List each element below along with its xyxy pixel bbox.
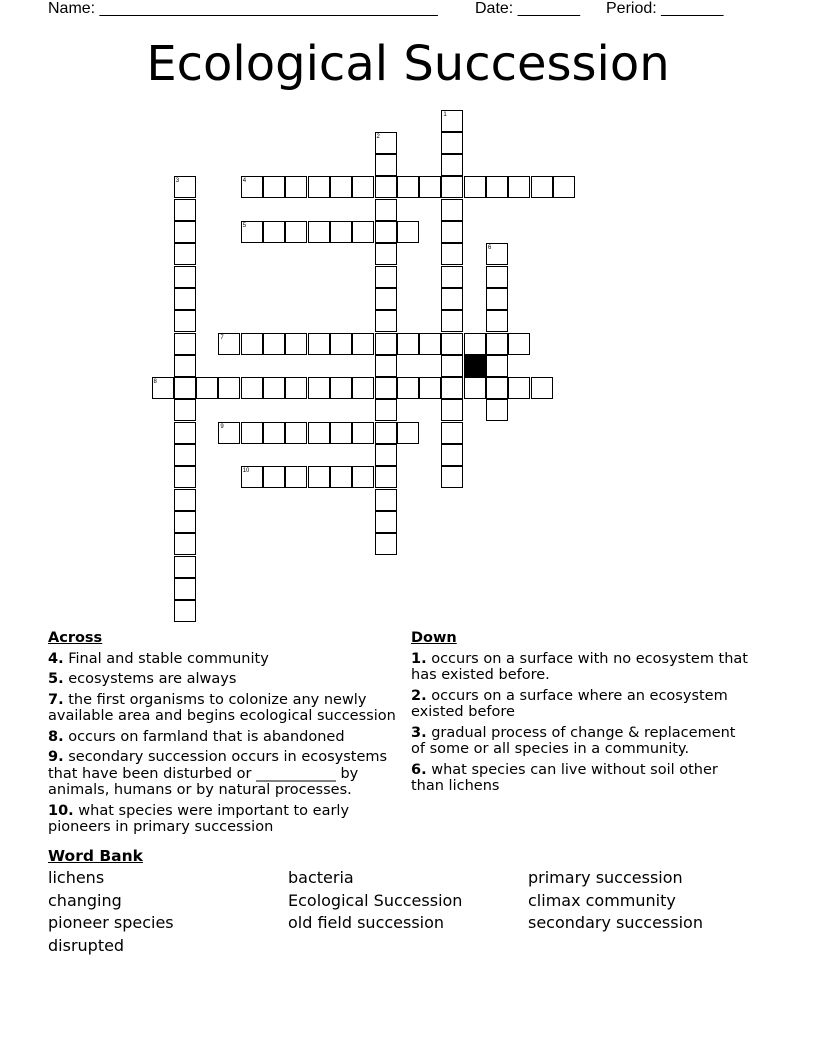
across-clue xyxy=(48,729,403,746)
crossword-cell[interactable] xyxy=(375,154,397,176)
crossword-cell[interactable] xyxy=(553,176,575,198)
word-bank-item: pioneer species xyxy=(48,913,174,933)
clue-text: secondary succession occurs in ecosystems that have been disturbed or ___________ by animals, humans or by natural processes. xyxy=(48,749,388,798)
crossword-cell[interactable] xyxy=(375,176,397,198)
clue-number-label: 10. xyxy=(48,802,74,819)
period-field[interactable]: Period: _______ xyxy=(606,0,724,17)
crossword-cell[interactable] xyxy=(330,422,352,444)
crossword-cell[interactable] xyxy=(196,377,218,399)
down-clues xyxy=(411,630,751,799)
crossword-cell[interactable] xyxy=(441,422,463,444)
crossword-cell[interactable] xyxy=(441,221,463,243)
crossword-cell[interactable] xyxy=(441,355,463,377)
crossword-cell[interactable] xyxy=(486,243,508,265)
crossword-cell[interactable] xyxy=(152,377,174,399)
crossword-cell[interactable] xyxy=(263,333,285,355)
clue-text: the first organisms to colonize any newly available area and begins ecological succession xyxy=(48,691,396,724)
clue-number: 5 xyxy=(242,223,247,229)
crossword-cell[interactable] xyxy=(330,221,352,243)
across-clue xyxy=(48,749,403,799)
crossword-cell[interactable] xyxy=(285,422,307,444)
crossword-cell[interactable] xyxy=(375,533,397,555)
crossword-cell[interactable] xyxy=(308,221,330,243)
word-bank-item: Ecological Succession xyxy=(288,890,463,910)
crossword-cell[interactable] xyxy=(375,355,397,377)
crossword-cell[interactable] xyxy=(464,333,486,355)
crossword-cell[interactable] xyxy=(441,288,463,310)
crossword-cell[interactable] xyxy=(241,176,263,198)
clue-number: 1 xyxy=(443,111,447,118)
crossword-cell[interactable] xyxy=(263,466,285,488)
crossword-cell[interactable] xyxy=(441,444,463,466)
across-clue xyxy=(48,651,403,668)
crossword-cell[interactable] xyxy=(375,333,397,355)
crossword-cell[interactable] xyxy=(174,176,196,198)
clue-number: 2 xyxy=(376,133,380,140)
crossword-cell[interactable] xyxy=(263,377,285,399)
crossword-cell[interactable] xyxy=(352,333,374,355)
crossword-cell[interactable] xyxy=(397,422,419,444)
crossword-cell[interactable] xyxy=(352,466,374,488)
crossword-cell[interactable] xyxy=(419,333,441,355)
clue-text: ecosystems are always xyxy=(63,671,237,687)
across-clue xyxy=(48,803,403,836)
crossword-cell[interactable] xyxy=(174,444,196,466)
word-bank-item: primary succession xyxy=(528,868,683,887)
clue-number-label: 2. xyxy=(411,687,427,704)
crossword-cell[interactable] xyxy=(486,310,508,332)
crossword-cell[interactable] xyxy=(441,310,463,332)
crossword-cell[interactable] xyxy=(285,333,307,355)
clue-number-label: 7. xyxy=(48,691,64,708)
crossword-cell[interactable] xyxy=(330,176,352,198)
crossword-cell[interactable] xyxy=(441,110,463,132)
crossword-cell[interactable] xyxy=(241,377,263,399)
crossword-cell[interactable] xyxy=(308,466,330,488)
crossword-cell[interactable] xyxy=(285,221,307,243)
crossword-cell[interactable] xyxy=(174,199,196,221)
clue-number-label: 1. xyxy=(411,650,427,667)
crossword-cell[interactable] xyxy=(330,333,352,355)
down-clue xyxy=(411,725,751,758)
crossword-cell[interactable] xyxy=(330,377,352,399)
word-bank-item: bacteria xyxy=(288,868,354,887)
across-heading: Across xyxy=(48,630,103,646)
clue-number-label: 4. xyxy=(48,650,64,667)
word-bank-item: changing xyxy=(48,890,122,910)
crossword-cell[interactable] xyxy=(352,377,374,399)
crossword-cell[interactable] xyxy=(263,176,285,198)
crossword-cell[interactable] xyxy=(174,489,196,511)
date-field[interactable]: Date: _______ xyxy=(475,0,580,17)
crossword-cell[interactable] xyxy=(174,243,196,265)
crossword-cell[interactable] xyxy=(352,176,374,198)
crossword-cell[interactable] xyxy=(486,399,508,421)
crossword-cell[interactable] xyxy=(486,176,508,198)
clue-number-label: 6. xyxy=(411,761,427,778)
clue-text: gradual process of change & replacement of some or all species in a community. xyxy=(411,724,736,757)
word-bank-item: lichens xyxy=(48,868,105,887)
crossword-cell[interactable] xyxy=(174,511,196,533)
crossword-cell[interactable] xyxy=(174,310,196,332)
crossword-cell[interactable] xyxy=(508,333,530,355)
clue-number: 4 xyxy=(242,178,247,185)
crossword-cell[interactable] xyxy=(508,176,530,198)
crossword-cell[interactable] xyxy=(508,377,530,399)
crossword-cell[interactable] xyxy=(375,422,397,444)
crossword-cell[interactable] xyxy=(174,333,196,355)
clue-text: what species were important to early pioneers in primary succession xyxy=(48,802,350,835)
crossword-cell[interactable] xyxy=(441,333,463,355)
crossword-cell[interactable] xyxy=(174,466,196,488)
crossword-cell[interactable] xyxy=(285,176,307,198)
crossword-cell[interactable] xyxy=(285,466,307,488)
crossword-cell[interactable] xyxy=(531,377,553,399)
clue-number-label: 3. xyxy=(411,724,427,741)
crossword-cell[interactable] xyxy=(486,288,508,310)
crossword-cell[interactable] xyxy=(218,333,240,355)
crossword-cell[interactable] xyxy=(174,355,196,377)
crossword-cell[interactable] xyxy=(308,422,330,444)
crossword-cell[interactable] xyxy=(241,466,263,488)
crossword-cell[interactable] xyxy=(241,422,263,444)
crossword-cell[interactable] xyxy=(263,221,285,243)
clue-number-label: 8. xyxy=(48,728,64,745)
crossword-cell[interactable] xyxy=(375,199,397,221)
crossword-cell[interactable] xyxy=(263,422,285,444)
crossword-cell[interactable] xyxy=(375,489,397,511)
crossword-cell[interactable] xyxy=(174,221,196,243)
clue-number: 3 xyxy=(175,178,180,185)
crossword-cell[interactable] xyxy=(441,199,463,221)
crossword-cell[interactable] xyxy=(441,399,463,421)
crossword-cell[interactable] xyxy=(441,466,463,488)
crossword-cell[interactable] xyxy=(174,600,196,622)
crossword-cell[interactable] xyxy=(174,578,196,600)
crossword-cell[interactable] xyxy=(352,221,374,243)
crossword-cell[interactable] xyxy=(308,333,330,355)
crossword-cell[interactable] xyxy=(486,377,508,399)
crossword-cell[interactable] xyxy=(308,176,330,198)
crossword-cell[interactable] xyxy=(174,556,196,578)
crossword-cell[interactable] xyxy=(441,176,463,198)
clue-text: what species can live without soil other than lichens xyxy=(411,761,718,794)
crossword-black-cell xyxy=(464,355,486,377)
crossword-cell[interactable] xyxy=(397,176,419,198)
across-clue xyxy=(48,692,403,725)
down-clue xyxy=(411,688,751,721)
word-bank-item: old field succession xyxy=(288,913,445,933)
crossword-cell[interactable] xyxy=(397,333,419,355)
crossword-cell[interactable] xyxy=(375,221,397,243)
clue-number: 6 xyxy=(488,245,492,252)
clue-number-label: 9. xyxy=(48,749,64,765)
crossword-cell[interactable] xyxy=(375,399,397,421)
clue-number: 8 xyxy=(153,379,157,386)
crossword-cell[interactable] xyxy=(397,221,419,243)
crossword-cell[interactable] xyxy=(375,511,397,533)
crossword-cell[interactable] xyxy=(174,399,196,421)
crossword-cell[interactable] xyxy=(218,377,240,399)
crossword-cell[interactable] xyxy=(441,154,463,176)
crossword-cell[interactable] xyxy=(375,132,397,154)
crossword-cell[interactable] xyxy=(397,377,419,399)
crossword-cell[interactable] xyxy=(486,333,508,355)
crossword-cell[interactable] xyxy=(441,266,463,288)
crossword-cell[interactable] xyxy=(441,243,463,265)
crossword-cell[interactable] xyxy=(375,243,397,265)
crossword-cell[interactable] xyxy=(375,377,397,399)
clue-text: Final and stable community xyxy=(63,650,269,667)
crossword-cell[interactable] xyxy=(308,377,330,399)
down-clue xyxy=(411,762,751,795)
word-bank-item: climax community xyxy=(528,890,676,910)
crossword-cell[interactable] xyxy=(241,333,263,355)
crossword-cell[interactable] xyxy=(174,288,196,310)
crossword-cell[interactable] xyxy=(330,466,352,488)
crossword-cell[interactable] xyxy=(441,377,463,399)
crossword-cell[interactable] xyxy=(174,422,196,444)
crossword-cell[interactable] xyxy=(218,422,240,444)
across-clues xyxy=(48,630,403,840)
crossword-cell[interactable] xyxy=(375,466,397,488)
down-clue xyxy=(411,651,751,684)
clue-number-label: 5. xyxy=(48,671,64,687)
crossword-cell[interactable] xyxy=(531,176,553,198)
crossword-cell[interactable] xyxy=(375,444,397,466)
down-heading: Down xyxy=(411,630,457,646)
clue-text: occurs on a surface with no ecosystem that has existed before. xyxy=(411,650,748,683)
crossword-cell[interactable] xyxy=(441,132,463,154)
word-bank-item: secondary succession xyxy=(528,913,703,933)
word-bank-item: disrupted xyxy=(48,936,125,956)
clue-text: occurs on a surface where an ecosystem existed before xyxy=(411,687,728,720)
clue-number: 10 xyxy=(242,468,250,475)
crossword-cell[interactable] xyxy=(352,422,374,444)
crossword-cell[interactable] xyxy=(375,310,397,332)
page-title: Ecological Succession xyxy=(146,36,670,92)
name-field[interactable]: Name: ______________________________________ xyxy=(48,0,438,17)
crossword-cell[interactable] xyxy=(285,377,307,399)
crossword-cell[interactable] xyxy=(375,266,397,288)
crossword-cell[interactable] xyxy=(419,176,441,198)
crossword-cell[interactable] xyxy=(486,266,508,288)
crossword-cell[interactable] xyxy=(486,355,508,377)
crossword-cell[interactable] xyxy=(174,377,196,399)
crossword-cell[interactable] xyxy=(464,377,486,399)
across-clue xyxy=(48,671,403,688)
crossword-cell[interactable] xyxy=(174,533,196,555)
clue-text: occurs on farmland that is abandoned xyxy=(63,728,345,745)
word-bank-heading: Word Bank xyxy=(48,847,143,865)
crossword-cell[interactable] xyxy=(419,377,441,399)
crossword-cell[interactable] xyxy=(241,221,263,243)
crossword-cell[interactable] xyxy=(464,176,486,198)
clue-number: 9 xyxy=(220,423,224,430)
clue-number: 7 xyxy=(220,334,224,341)
crossword-cell[interactable] xyxy=(375,288,397,310)
crossword-cell[interactable] xyxy=(174,266,196,288)
